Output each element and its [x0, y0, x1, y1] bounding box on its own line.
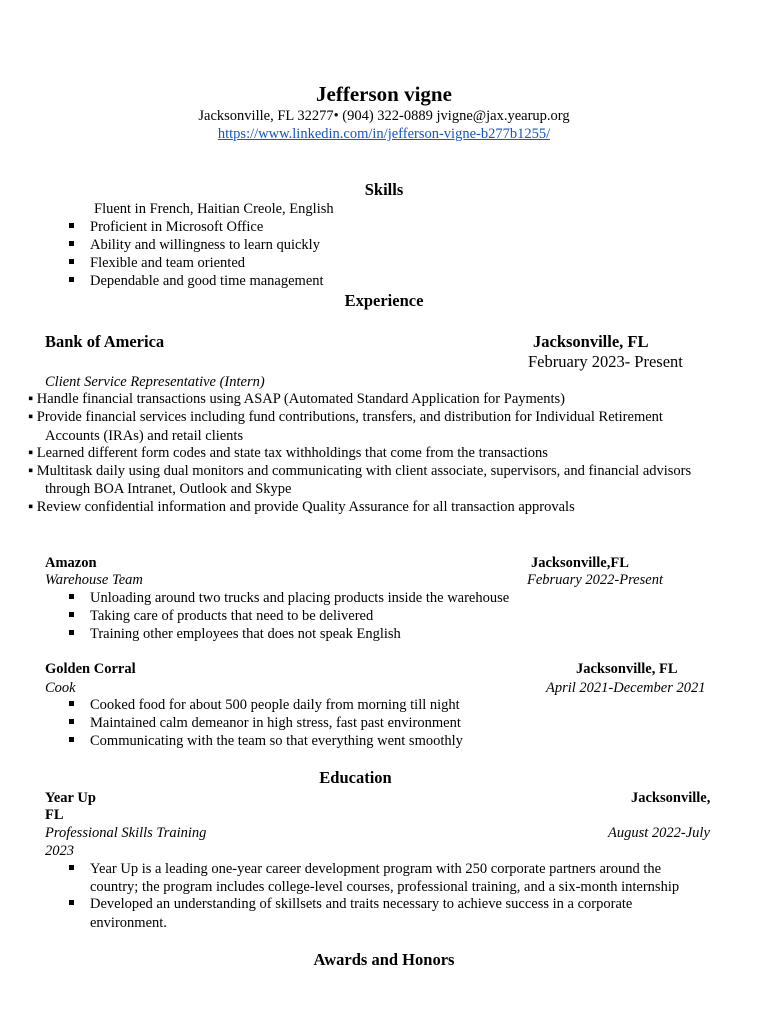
experience-heading: Experience [344, 291, 424, 310]
job-bullet: ▪ Multitask daily using dual monitors and communicating with client associate, supervisors, and financial advisors [28, 463, 692, 479]
education-location-continued: FL [45, 807, 64, 823]
job-title: Cook [45, 680, 76, 696]
bullet-icon: ▪ [28, 463, 37, 479]
skill-item: Ability and willingness to learn quickly [90, 237, 320, 253]
bullet-icon [69, 737, 74, 742]
bullet-icon [69, 865, 74, 870]
company-name: Bank of America [45, 332, 165, 351]
skill-item: Dependable and good time management [90, 273, 324, 289]
bullet-icon [69, 719, 74, 724]
job-bullet: Cooked food for about 500 people daily from morning till night [90, 697, 460, 713]
job-bullet: Taking care of products that need to be delivered [90, 608, 374, 624]
bullet-icon [69, 241, 74, 246]
job-bullet: ▪ Provide financial services including fund contributions, transfers, and distribution for Individual Retirement [28, 409, 663, 425]
bullet-icon: ▪ [28, 499, 37, 515]
job-bullet-continued: through BOA Intranet, Outlook and Skype [45, 481, 292, 497]
education-dates-continued: 2023 [45, 843, 74, 859]
skills-intro: Fluent in French, Haitian Creole, English [94, 201, 334, 217]
job-dates: February 2022-Present [527, 572, 663, 588]
job-bullet: ▪ Review confidential information and provide Quality Assurance for all transaction approvals [28, 499, 575, 515]
job-bullet: Maintained calm demeanor in high stress, fast past environment [90, 715, 461, 731]
education-bullet-continued: country; the program includes college-level courses, professional training, and a six-month internship [90, 879, 680, 895]
skills-heading: Skills [364, 180, 404, 199]
bullet-icon: ▪ [28, 409, 37, 425]
education-heading: Education [319, 768, 392, 787]
education-org: Year Up [45, 790, 96, 806]
bullet-icon [69, 612, 74, 617]
job-bullet: ▪ Learned different form codes and state tax withholdings that come from the transactions [28, 445, 548, 461]
job-bullet: Communicating with the team so that everything went smoothly [90, 733, 463, 749]
bullet-icon [69, 900, 74, 905]
bullet-icon [69, 594, 74, 599]
linkedin-line [0, 126, 768, 143]
company-location: Jacksonville, FL [576, 661, 678, 677]
job-title: Client Service Representative (Intern) [45, 374, 265, 390]
linkedin-link[interactable]: https://www.linkedin.com/in/jefferson-vigne-b277b1255/ [217, 126, 551, 142]
education-bullet: Year Up is a leading one-year career development program with 250 corporate partners around the [90, 861, 662, 877]
job-bullet: Unloading around two trucks and placing products inside the warehouse [90, 590, 510, 606]
bullet-icon: ▪ [28, 445, 37, 461]
education-bullet-continued: environment. [90, 915, 167, 931]
job-bullet: ▪ Handle financial transactions using ASAP (Automated Standard Application for Payments) [28, 391, 565, 407]
contact-line: Jacksonville, FL 32277• (904) 322-0889 jvigne@jax.yearup.org [198, 108, 570, 124]
company-location: Jacksonville,FL [531, 555, 629, 571]
bullet-icon [69, 701, 74, 706]
awards-heading: Awards and Honors [313, 950, 455, 969]
bullet-icon [69, 277, 74, 282]
bullet-icon [69, 259, 74, 264]
resume-name: Jefferson vigne [316, 82, 452, 106]
skill-item: Proficient in Microsoft Office [90, 219, 264, 235]
skill-item: Flexible and team oriented [90, 255, 246, 271]
education-bullet: Developed an understanding of skillsets and traits necessary to achieve success in a corporate [90, 896, 633, 912]
job-bullet: Training other employees that does not speak English [90, 626, 401, 642]
company-name: Amazon [45, 555, 97, 571]
job-dates: April 2021-December 2021 [546, 680, 706, 696]
bullet-icon [69, 223, 74, 228]
education-location: Jacksonville, [631, 790, 711, 806]
education-program: Professional Skills Training [45, 825, 207, 841]
job-bullet-continued: Accounts (IRAs) and retail clients [45, 428, 244, 444]
company-name: Golden Corral [45, 661, 136, 677]
job-dates: February 2023- Present [528, 352, 683, 371]
company-location: Jacksonville, FL [533, 332, 649, 351]
education-dates: August 2022-July [608, 825, 710, 841]
bullet-icon: ▪ [28, 391, 37, 407]
job-title: Warehouse Team [45, 572, 143, 588]
bullet-icon [69, 630, 74, 635]
